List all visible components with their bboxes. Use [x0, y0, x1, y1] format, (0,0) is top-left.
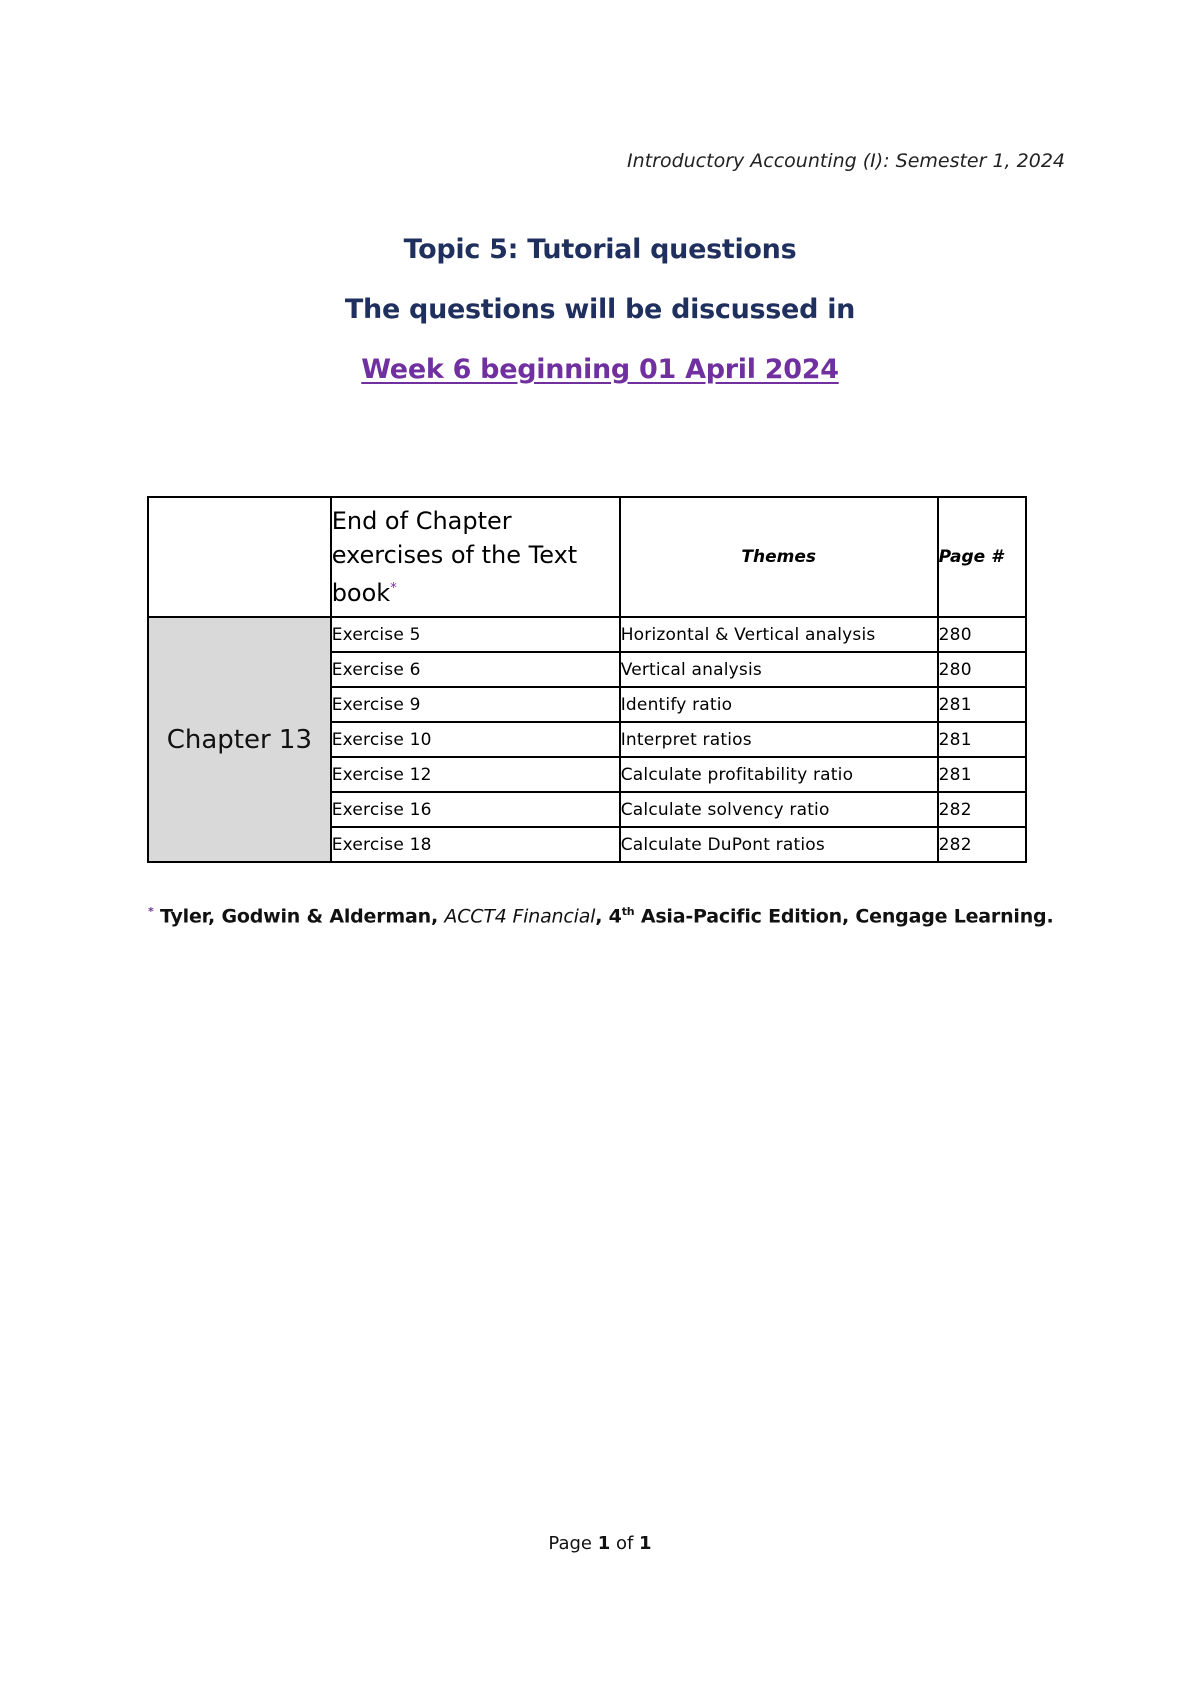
exercise-cell: Exercise 10 — [331, 722, 620, 757]
page-label: Page — [548, 1533, 598, 1554]
footnote-mark: * — [148, 905, 154, 918]
page-cell: 282 — [938, 827, 1026, 862]
footnote-edition: , 4 — [595, 905, 622, 928]
theme-cell: Interpret ratios — [620, 722, 938, 757]
theme-cell: Calculate profitability ratio — [620, 757, 938, 792]
theme-cell: Vertical analysis — [620, 652, 938, 687]
page-cell: 280 — [938, 652, 1026, 687]
page-cell: 280 — [938, 617, 1026, 652]
table-header-row — [148, 497, 1026, 617]
week-link[interactable]: Week 6 beginning 01 April 2024 — [361, 354, 839, 385]
textbook-footnote — [148, 905, 1053, 927]
table-row — [148, 617, 1026, 652]
header-exercises-mark: * — [390, 581, 397, 596]
discussion-subtitle: The questions will be discussed in — [344, 294, 856, 325]
header-page: Page # — [938, 497, 1026, 617]
topic-title: Topic 5: Tutorial questions — [403, 234, 797, 265]
page-of-label: of — [610, 1533, 640, 1554]
header-themes: Themes — [620, 497, 938, 617]
exercise-cell: Exercise 12 — [331, 757, 620, 792]
page-cell: 282 — [938, 792, 1026, 827]
page-current: 1 — [597, 1533, 611, 1554]
theme-cell: Horizontal & Vertical analysis — [620, 617, 938, 652]
exercise-cell: Exercise 18 — [331, 827, 620, 862]
theme-cell: Calculate solvency ratio — [620, 792, 938, 827]
exercise-cell: Exercise 6 — [331, 652, 620, 687]
header-exercises-label: End of Chapter exercises of the Text book — [331, 507, 578, 607]
header-exercises — [331, 497, 620, 617]
page-cell: 281 — [938, 722, 1026, 757]
footnote-authors: Tyler, Godwin & Alderman, — [159, 905, 445, 928]
theme-cell: Calculate DuPont ratios — [620, 827, 938, 862]
exercise-cell: Exercise 9 — [331, 687, 620, 722]
footnote-edition-suffix: th — [621, 905, 635, 918]
title-block — [0, 232, 1200, 412]
footnote-book-title: ACCT4 Financial — [444, 905, 596, 928]
course-header: Introductory Accounting (I): Semester 1, 2024 — [627, 150, 1065, 172]
page-number — [0, 1533, 1200, 1554]
exercise-cell: Exercise 16 — [331, 792, 620, 827]
header-blank-cell — [148, 497, 331, 617]
page-total: 1 — [639, 1533, 652, 1554]
chapter-cell: Chapter 13 — [148, 617, 331, 862]
footnote-rest: Asia-Pacific Edition, Cengage Learning. — [634, 905, 1054, 928]
exercise-cell: Exercise 5 — [331, 617, 620, 652]
page-cell: 281 — [938, 757, 1026, 792]
exercises-table — [147, 496, 1027, 863]
page-cell: 281 — [938, 687, 1026, 722]
theme-cell: Identify ratio — [620, 687, 938, 722]
